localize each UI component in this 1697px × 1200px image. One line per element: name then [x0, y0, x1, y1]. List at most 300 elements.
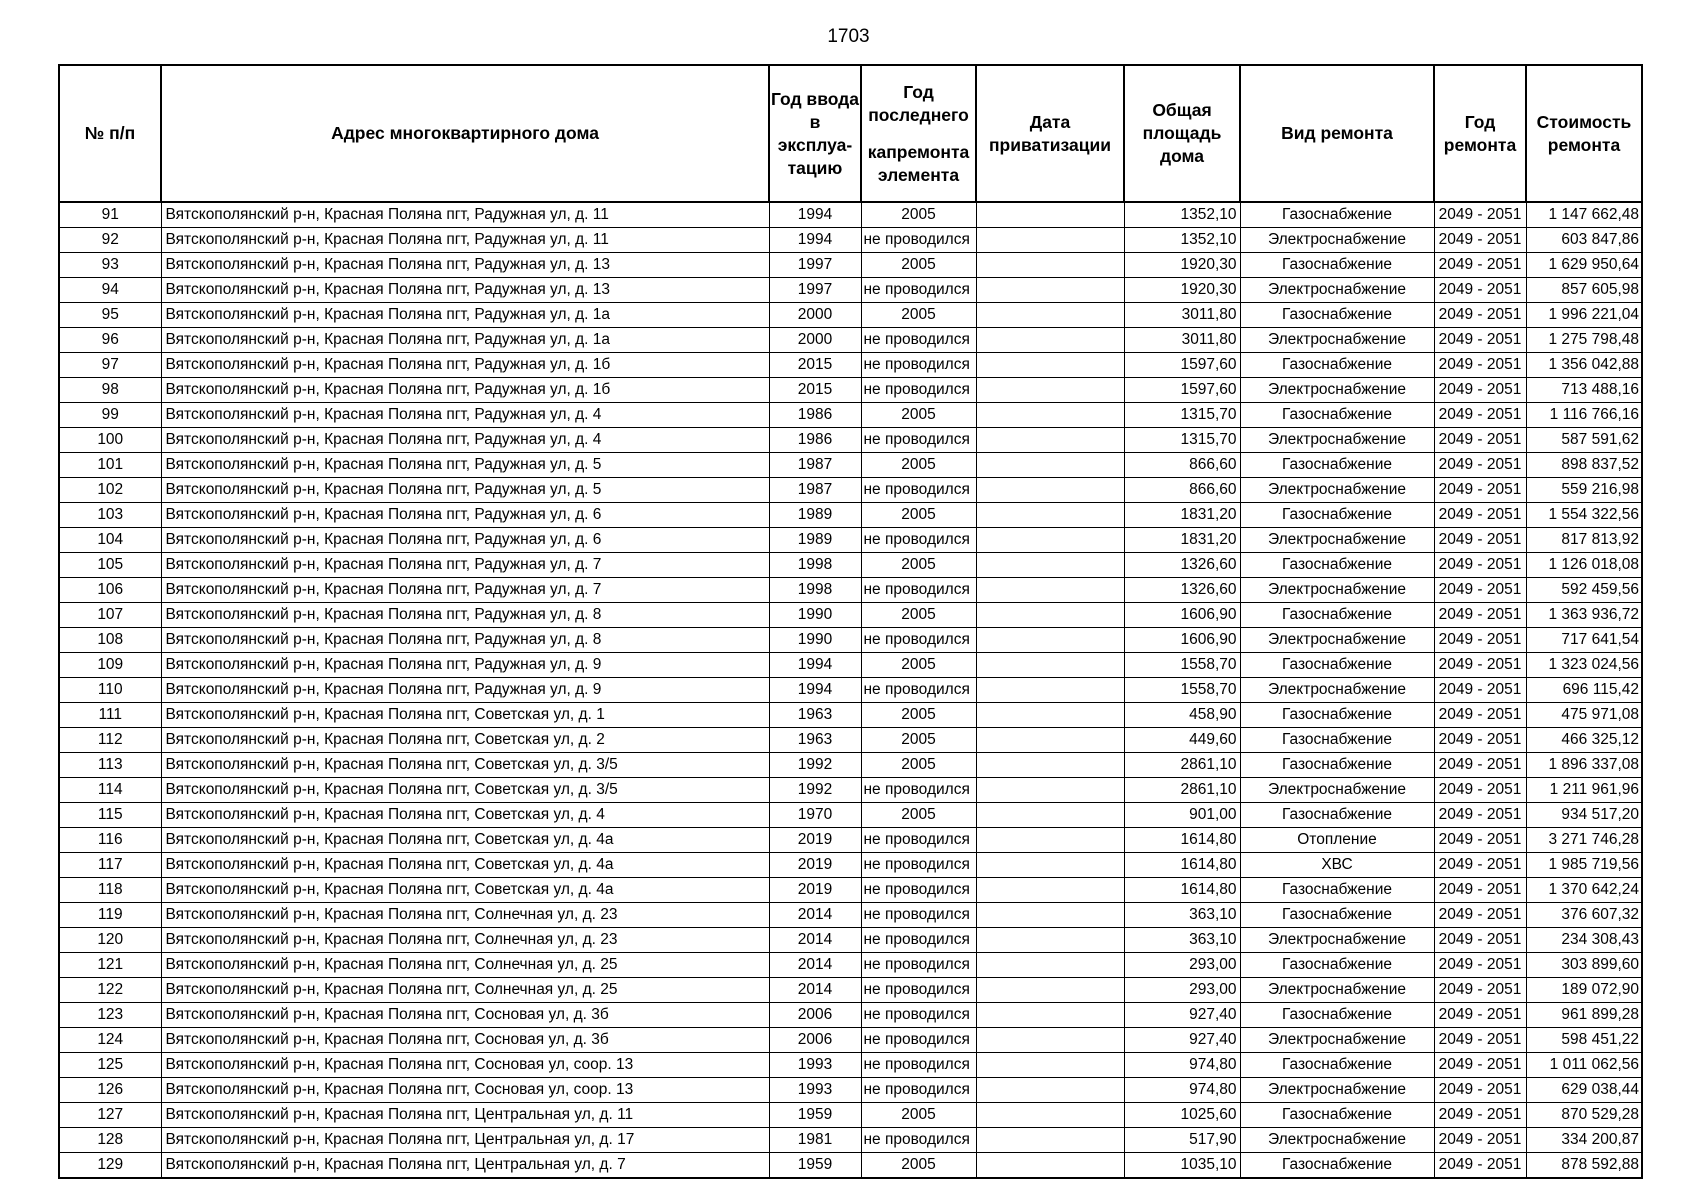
cell-address: Вятскополянский р-н, Красная Поляна пгт, Радужная ул, д. 6 [161, 528, 769, 553]
cell-repair-kind: ХВС [1240, 853, 1434, 878]
cell-last-cap-repair: не проводился [861, 628, 976, 653]
table-row [59, 328, 1642, 353]
cell-last-cap-repair: не проводился [861, 278, 976, 303]
cell-last-cap-repair: 2005 [861, 202, 976, 228]
cell-num: 97 [59, 353, 161, 378]
cell-repair-year: 2049 - 2051 [1434, 853, 1526, 878]
table-row [59, 978, 1642, 1003]
cell-privatization [976, 653, 1124, 678]
cell-year-built: 1998 [769, 578, 861, 603]
cell-area: 1558,70 [1124, 678, 1240, 703]
cell-privatization [976, 578, 1124, 603]
cell-cost: 1 363 936,72 [1526, 603, 1642, 628]
cell-cost: 603 847,86 [1526, 228, 1642, 253]
cell-privatization [976, 928, 1124, 953]
cell-num: 93 [59, 253, 161, 278]
cell-num: 94 [59, 278, 161, 303]
cell-address: Вятскополянский р-н, Красная Поляна пгт, Радужная ул, д. 4 [161, 428, 769, 453]
cell-cost: 189 072,90 [1526, 978, 1642, 1003]
cell-cost: 1 996 221,04 [1526, 303, 1642, 328]
cell-privatization [976, 1003, 1124, 1028]
cell-repair-kind: Газоснабжение [1240, 653, 1434, 678]
cell-area: 1315,70 [1124, 403, 1240, 428]
cell-repair-year: 2049 - 2051 [1434, 653, 1526, 678]
cell-address: Вятскополянский р-н, Красная Поляна пгт, Советская ул, д. 4а [161, 878, 769, 903]
table-row [59, 828, 1642, 853]
cell-cost: 878 592,88 [1526, 1153, 1642, 1179]
cell-num: 124 [59, 1028, 161, 1053]
cell-privatization [976, 528, 1124, 553]
cell-repair-year: 2049 - 2051 [1434, 553, 1526, 578]
cell-privatization [976, 703, 1124, 728]
table-row [59, 228, 1642, 253]
cell-year-built: 1992 [769, 778, 861, 803]
cell-repair-kind: Электроснабжение [1240, 928, 1434, 953]
repair-table [58, 64, 1643, 1179]
cell-repair-kind: Электроснабжение [1240, 228, 1434, 253]
cell-last-cap-repair: 2005 [861, 503, 976, 528]
cell-repair-kind: Электроснабжение [1240, 678, 1434, 703]
table-row [59, 1078, 1642, 1103]
cell-address: Вятскополянский р-н, Красная Поляна пгт, Радужная ул, д. 1б [161, 378, 769, 403]
cell-repair-year: 2049 - 2051 [1434, 603, 1526, 628]
cell-repair-kind: Газоснабжение [1240, 1053, 1434, 1078]
cell-year-built: 2014 [769, 903, 861, 928]
cell-num: 122 [59, 978, 161, 1003]
header-last-cap-line2: капремонта элемента [867, 141, 970, 185]
cell-last-cap-repair: 2005 [861, 253, 976, 278]
cell-last-cap-repair: не проводился [861, 1128, 976, 1153]
cell-privatization [976, 328, 1124, 353]
cell-year-built: 1986 [769, 403, 861, 428]
cell-area: 901,00 [1124, 803, 1240, 828]
cell-num: 99 [59, 403, 161, 428]
header-repair-kind: Вид ремонта [1240, 65, 1434, 202]
header-num: № п/п [59, 65, 161, 202]
cell-privatization [976, 453, 1124, 478]
cell-num: 112 [59, 728, 161, 753]
cell-address: Вятскополянский р-н, Красная Поляна пгт, Солнечная ул, д. 25 [161, 978, 769, 1003]
cell-repair-year: 2049 - 2051 [1434, 703, 1526, 728]
cell-address: Вятскополянский р-н, Красная Поляна пгт, Радужная ул, д. 1б [161, 353, 769, 378]
cell-num: 127 [59, 1103, 161, 1128]
cell-last-cap-repair: не проводился [861, 903, 976, 928]
cell-year-built: 2014 [769, 928, 861, 953]
table-row [59, 703, 1642, 728]
cell-last-cap-repair: не проводился [861, 478, 976, 503]
cell-last-cap-repair: не проводился [861, 528, 976, 553]
cell-cost: 1 896 337,08 [1526, 753, 1642, 778]
cell-repair-kind: Электроснабжение [1240, 628, 1434, 653]
cell-repair-kind: Газоснабжение [1240, 553, 1434, 578]
cell-cost: 592 459,56 [1526, 578, 1642, 603]
cell-area: 1920,30 [1124, 278, 1240, 303]
cell-num: 113 [59, 753, 161, 778]
table-row [59, 553, 1642, 578]
cell-num: 110 [59, 678, 161, 703]
cell-cost: 629 038,44 [1526, 1078, 1642, 1103]
table-row [59, 953, 1642, 978]
cell-year-built: 1981 [769, 1128, 861, 1153]
cell-year-built: 1994 [769, 653, 861, 678]
cell-last-cap-repair: не проводился [861, 853, 976, 878]
cell-address: Вятскополянский р-н, Красная Поляна пгт, Советская ул, д. 3/5 [161, 753, 769, 778]
cell-num: 109 [59, 653, 161, 678]
cell-privatization [976, 1078, 1124, 1103]
cell-year-built: 2019 [769, 853, 861, 878]
cell-address: Вятскополянский р-н, Красная Поляна пгт, Центральная ул, д. 7 [161, 1153, 769, 1179]
table-row [59, 853, 1642, 878]
cell-repair-kind: Электроснабжение [1240, 478, 1434, 503]
cell-last-cap-repair: не проводился [861, 978, 976, 1003]
table-row [59, 578, 1642, 603]
cell-last-cap-repair: не проводился [861, 228, 976, 253]
cell-repair-year: 2049 - 2051 [1434, 878, 1526, 903]
cell-address: Вятскополянский р-н, Красная Поляна пгт, Советская ул, д. 3/5 [161, 778, 769, 803]
cell-address: Вятскополянский р-н, Красная Поляна пгт, Радужная ул, д. 13 [161, 253, 769, 278]
cell-repair-year: 2049 - 2051 [1434, 928, 1526, 953]
cell-num: 118 [59, 878, 161, 903]
cell-cost: 598 451,22 [1526, 1028, 1642, 1053]
table-row [59, 753, 1642, 778]
cell-num: 121 [59, 953, 161, 978]
cell-year-built: 1959 [769, 1103, 861, 1128]
cell-cost: 1 370 642,24 [1526, 878, 1642, 903]
cell-repair-year: 2049 - 2051 [1434, 378, 1526, 403]
cell-privatization [976, 503, 1124, 528]
cell-cost: 696 115,42 [1526, 678, 1642, 703]
cell-year-built: 1998 [769, 553, 861, 578]
cell-year-built: 1989 [769, 503, 861, 528]
cell-repair-year: 2049 - 2051 [1434, 728, 1526, 753]
cell-num: 95 [59, 303, 161, 328]
cell-privatization [976, 1128, 1124, 1153]
cell-repair-kind: Электроснабжение [1240, 428, 1434, 453]
cell-cost: 1 147 662,48 [1526, 202, 1642, 228]
cell-privatization [976, 803, 1124, 828]
cell-cost: 713 488,16 [1526, 378, 1642, 403]
cell-cost: 817 813,92 [1526, 528, 1642, 553]
cell-area: 1558,70 [1124, 653, 1240, 678]
header-cost: Стоимость ремонта [1526, 65, 1642, 202]
header-last-cap-repair [861, 65, 976, 202]
cell-repair-year: 2049 - 2051 [1434, 953, 1526, 978]
cell-area: 974,80 [1124, 1053, 1240, 1078]
cell-repair-year: 2049 - 2051 [1434, 828, 1526, 853]
table-row [59, 202, 1642, 228]
cell-last-cap-repair: 2005 [861, 653, 976, 678]
cell-area: 974,80 [1124, 1078, 1240, 1103]
header-privatization: Дата приватизации [976, 65, 1124, 202]
cell-address: Вятскополянский р-н, Красная Поляна пгт, Радужная ул, д. 9 [161, 678, 769, 703]
cell-year-built: 1994 [769, 678, 861, 703]
cell-address: Вятскополянский р-н, Красная Поляна пгт, Радужная ул, д. 11 [161, 228, 769, 253]
cell-address: Вятскополянский р-н, Красная Поляна пгт, Радужная ул, д. 5 [161, 478, 769, 503]
table-row [59, 528, 1642, 553]
cell-last-cap-repair: не проводился [861, 678, 976, 703]
cell-area: 1597,60 [1124, 378, 1240, 403]
table-row [59, 928, 1642, 953]
table-row [59, 278, 1642, 303]
table-row [59, 428, 1642, 453]
cell-year-built: 2014 [769, 953, 861, 978]
cell-address: Вятскополянский р-н, Красная Поляна пгт, Сосновая ул, соор. 13 [161, 1053, 769, 1078]
table-row [59, 803, 1642, 828]
cell-repair-year: 2049 - 2051 [1434, 628, 1526, 653]
cell-cost: 587 591,62 [1526, 428, 1642, 453]
table-row [59, 728, 1642, 753]
cell-address: Вятскополянский р-н, Красная Поляна пгт, Советская ул, д. 4а [161, 853, 769, 878]
cell-privatization [976, 1028, 1124, 1053]
cell-area: 1614,80 [1124, 878, 1240, 903]
cell-year-built: 1990 [769, 628, 861, 653]
cell-year-built: 2019 [769, 878, 861, 903]
cell-privatization [976, 778, 1124, 803]
cell-repair-year: 2049 - 2051 [1434, 478, 1526, 503]
cell-repair-year: 2049 - 2051 [1434, 578, 1526, 603]
cell-privatization [976, 628, 1124, 653]
cell-repair-year: 2049 - 2051 [1434, 253, 1526, 278]
cell-year-built: 1987 [769, 478, 861, 503]
cell-num: 103 [59, 503, 161, 528]
cell-last-cap-repair: 2005 [861, 803, 976, 828]
table-row [59, 903, 1642, 928]
cell-year-built: 2014 [769, 978, 861, 1003]
table-row [59, 628, 1642, 653]
cell-area: 2861,10 [1124, 753, 1240, 778]
cell-last-cap-repair: не проводился [861, 828, 976, 853]
cell-area: 1614,80 [1124, 853, 1240, 878]
cell-last-cap-repair: 2005 [861, 553, 976, 578]
cell-privatization [976, 1153, 1124, 1179]
cell-repair-year: 2049 - 2051 [1434, 778, 1526, 803]
cell-address: Вятскополянский р-н, Красная Поляна пгт, Солнечная ул, д. 25 [161, 953, 769, 978]
cell-address: Вятскополянский р-н, Красная Поляна пгт, Радужная ул, д. 1а [161, 303, 769, 328]
cell-year-built: 1963 [769, 728, 861, 753]
cell-privatization [976, 403, 1124, 428]
cell-repair-year: 2049 - 2051 [1434, 1028, 1526, 1053]
cell-repair-kind: Газоснабжение [1240, 303, 1434, 328]
table-row [59, 778, 1642, 803]
cell-privatization [976, 953, 1124, 978]
cell-num: 115 [59, 803, 161, 828]
cell-area: 449,60 [1124, 728, 1240, 753]
cell-address: Вятскополянский р-н, Красная Поляна пгт, Советская ул, д. 4 [161, 803, 769, 828]
cell-last-cap-repair: 2005 [861, 1153, 976, 1179]
cell-repair-year: 2049 - 2051 [1434, 202, 1526, 228]
cell-area: 363,10 [1124, 903, 1240, 928]
cell-repair-kind: Газоснабжение [1240, 728, 1434, 753]
cell-num: 106 [59, 578, 161, 603]
cell-last-cap-repair: не проводился [861, 378, 976, 403]
cell-num: 120 [59, 928, 161, 953]
cell-privatization [976, 253, 1124, 278]
cell-privatization [976, 353, 1124, 378]
cell-year-built: 1986 [769, 428, 861, 453]
cell-last-cap-repair: не проводился [861, 928, 976, 953]
table-row [59, 303, 1642, 328]
cell-repair-kind: Электроснабжение [1240, 1028, 1434, 1053]
cell-area: 293,00 [1124, 953, 1240, 978]
table-row [59, 1053, 1642, 1078]
cell-cost: 475 971,08 [1526, 703, 1642, 728]
cell-area: 866,60 [1124, 453, 1240, 478]
cell-repair-kind: Электроснабжение [1240, 378, 1434, 403]
cell-repair-kind: Электроснабжение [1240, 578, 1434, 603]
cell-year-built: 1993 [769, 1078, 861, 1103]
cell-privatization [976, 678, 1124, 703]
cell-address: Вятскополянский р-н, Красная Поляна пгт, Радужная ул, д. 5 [161, 453, 769, 478]
table-row [59, 378, 1642, 403]
cell-last-cap-repair: 2005 [861, 403, 976, 428]
cell-year-built: 1994 [769, 228, 861, 253]
cell-cost: 934 517,20 [1526, 803, 1642, 828]
cell-cost: 1 629 950,64 [1526, 253, 1642, 278]
cell-area: 3011,80 [1124, 303, 1240, 328]
cell-area: 1920,30 [1124, 253, 1240, 278]
cell-privatization [976, 1103, 1124, 1128]
cell-privatization [976, 1053, 1124, 1078]
cell-repair-kind: Газоснабжение [1240, 603, 1434, 628]
cell-repair-kind: Газоснабжение [1240, 403, 1434, 428]
cell-year-built: 1992 [769, 753, 861, 778]
cell-last-cap-repair: 2005 [861, 1103, 976, 1128]
cell-year-built: 2006 [769, 1028, 861, 1053]
cell-address: Вятскополянский р-н, Красная Поляна пгт, Сосновая ул, д. 3б [161, 1003, 769, 1028]
cell-num: 117 [59, 853, 161, 878]
cell-num: 91 [59, 202, 161, 228]
cell-cost: 1 323 024,56 [1526, 653, 1642, 678]
cell-area: 1035,10 [1124, 1153, 1240, 1179]
cell-privatization [976, 728, 1124, 753]
cell-num: 114 [59, 778, 161, 803]
cell-address: Вятскополянский р-н, Красная Поляна пгт, Радужная ул, д. 13 [161, 278, 769, 303]
cell-year-built: 2000 [769, 328, 861, 353]
cell-last-cap-repair: не проводился [861, 1078, 976, 1103]
cell-year-built: 1963 [769, 703, 861, 728]
table-row [59, 478, 1642, 503]
cell-repair-kind: Газоснабжение [1240, 753, 1434, 778]
cell-repair-kind: Отопление [1240, 828, 1434, 853]
cell-privatization [976, 828, 1124, 853]
cell-repair-year: 2049 - 2051 [1434, 278, 1526, 303]
cell-area: 3011,80 [1124, 328, 1240, 353]
cell-repair-year: 2049 - 2051 [1434, 1103, 1526, 1128]
cell-repair-kind: Газоснабжение [1240, 803, 1434, 828]
cell-repair-year: 2049 - 2051 [1434, 403, 1526, 428]
cell-last-cap-repair: 2005 [861, 603, 976, 628]
cell-repair-kind: Электроснабжение [1240, 278, 1434, 303]
cell-repair-kind: Электроснабжение [1240, 328, 1434, 353]
cell-cost: 1 985 719,56 [1526, 853, 1642, 878]
table-row [59, 1003, 1642, 1028]
cell-num: 123 [59, 1003, 161, 1028]
cell-num: 126 [59, 1078, 161, 1103]
cell-cost: 1 275 798,48 [1526, 328, 1642, 353]
cell-address: Вятскополянский р-н, Красная Поляна пгт, Радужная ул, д. 9 [161, 653, 769, 678]
cell-year-built: 1993 [769, 1053, 861, 1078]
cell-privatization [976, 478, 1124, 503]
cell-privatization [976, 603, 1124, 628]
cell-num: 128 [59, 1128, 161, 1153]
header-address: Адрес многоквартирного дома [161, 65, 769, 202]
cell-cost: 334 200,87 [1526, 1128, 1642, 1153]
cell-area: 1606,90 [1124, 628, 1240, 653]
cell-area: 927,40 [1124, 1003, 1240, 1028]
cell-num: 125 [59, 1053, 161, 1078]
cell-address: Вятскополянский р-н, Красная Поляна пгт, Радужная ул, д. 4 [161, 403, 769, 428]
cell-last-cap-repair: не проводился [861, 1028, 976, 1053]
cell-last-cap-repair: не проводился [861, 428, 976, 453]
cell-area: 1831,20 [1124, 503, 1240, 528]
cell-address: Вятскополянский р-н, Красная Поляна пгт, Радужная ул, д. 7 [161, 553, 769, 578]
table-row [59, 503, 1642, 528]
cell-area: 363,10 [1124, 928, 1240, 953]
cell-cost: 1 554 322,56 [1526, 503, 1642, 528]
cell-cost: 961 899,28 [1526, 1003, 1642, 1028]
cell-last-cap-repair: не проводился [861, 328, 976, 353]
cell-cost: 857 605,98 [1526, 278, 1642, 303]
cell-repair-kind: Электроснабжение [1240, 528, 1434, 553]
cell-last-cap-repair: 2005 [861, 453, 976, 478]
cell-repair-year: 2049 - 2051 [1434, 228, 1526, 253]
cell-area: 1597,60 [1124, 353, 1240, 378]
cell-year-built: 1997 [769, 278, 861, 303]
cell-num: 101 [59, 453, 161, 478]
cell-num: 111 [59, 703, 161, 728]
cell-cost: 717 641,54 [1526, 628, 1642, 653]
cell-repair-year: 2049 - 2051 [1434, 1128, 1526, 1153]
cell-address: Вятскополянский р-н, Красная Поляна пгт, Советская ул, д. 4а [161, 828, 769, 853]
cell-last-cap-repair: не проводился [861, 1003, 976, 1028]
cell-area: 927,40 [1124, 1028, 1240, 1053]
cell-repair-kind: Электроснабжение [1240, 978, 1434, 1003]
cell-repair-year: 2049 - 2051 [1434, 678, 1526, 703]
table-row [59, 878, 1642, 903]
cell-num: 102 [59, 478, 161, 503]
cell-address: Вятскополянский р-н, Красная Поляна пгт, Советская ул, д. 2 [161, 728, 769, 753]
table-row [59, 603, 1642, 628]
cell-address: Вятскополянский р-н, Красная Поляна пгт, Радужная ул, д. 8 [161, 603, 769, 628]
cell-num: 104 [59, 528, 161, 553]
cell-address: Вятскополянский р-н, Красная Поляна пгт, Советская ул, д. 1 [161, 703, 769, 728]
cell-privatization [976, 878, 1124, 903]
cell-repair-kind: Газоснабжение [1240, 202, 1434, 228]
cell-last-cap-repair: не проводился [861, 878, 976, 903]
cell-cost: 870 529,28 [1526, 1103, 1642, 1128]
cell-num: 96 [59, 328, 161, 353]
cell-year-built: 1970 [769, 803, 861, 828]
cell-area: 293,00 [1124, 978, 1240, 1003]
header-repair-year: Год ремонта [1434, 65, 1526, 202]
cell-year-built: 2000 [769, 303, 861, 328]
cell-repair-year: 2049 - 2051 [1434, 1153, 1526, 1179]
cell-area: 1025,60 [1124, 1103, 1240, 1128]
table-row [59, 1103, 1642, 1128]
cell-cost: 303 899,60 [1526, 953, 1642, 978]
cell-num: 116 [59, 828, 161, 853]
cell-year-built: 1989 [769, 528, 861, 553]
cell-year-built: 1994 [769, 202, 861, 228]
cell-repair-year: 2049 - 2051 [1434, 303, 1526, 328]
header-last-cap-line1: Год последнего [868, 81, 969, 125]
cell-area: 1326,60 [1124, 553, 1240, 578]
table-row [59, 453, 1642, 478]
cell-last-cap-repair: 2005 [861, 753, 976, 778]
cell-repair-kind: Газоснабжение [1240, 353, 1434, 378]
cell-num: 98 [59, 378, 161, 403]
cell-area: 1831,20 [1124, 528, 1240, 553]
